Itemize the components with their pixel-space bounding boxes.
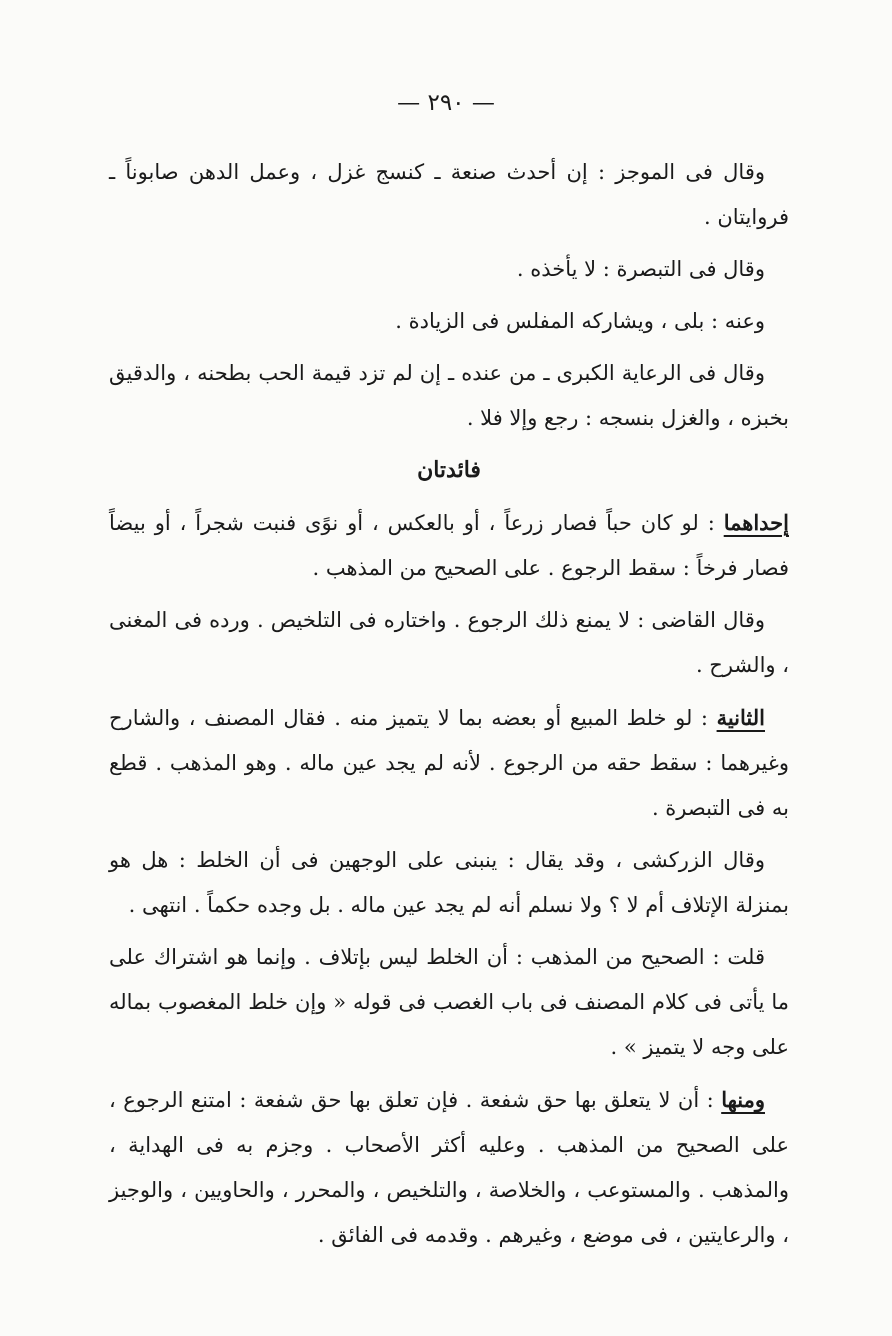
paragraph-text: وقال القاضى : لا يمنع ذلك الرجوع . واختاره فى التلخيص . ورده فى المغنى ، والشرح . [109, 608, 789, 677]
paragraph [109, 838, 789, 928]
paragraph-text: : أن لا يتعلق بها حق شفعة . فإن تعلق بها حق شفعة : امتنع الرجوع ، على الصحيح من المذهب . وعليه أكثر الأصحاب . وجزم به فى الهداية ، والمذهب . والمستوعب ، والخلاصة ، والتلخيص ، والمحرر ، والحاويين ، والوجيز ، والرعايتين ، فى موضع ، وغيرهم . وقدمه فى الفائق . [109, 1088, 789, 1247]
paragraph [109, 299, 789, 344]
paragraph-text: : لو كان حباً فصار زرعاً ، أو بالعكس ، أو نوًى فنبت شجراً ، أو بيضاً فصار فرخاً : سقط الرجوع . على الصحيح من المذهب . [109, 511, 789, 580]
paragraph-text: وقال فى الموجز : إن أحدث صنعة ـ كنسج غزل ، وعمل الدهن صابوناً ـ فروايتان . [109, 160, 789, 229]
paragraph-lead-word: الثانية [716, 705, 765, 730]
paragraph [109, 695, 789, 831]
paragraph [109, 351, 789, 441]
paragraph [109, 150, 789, 240]
paragraph-text: : لو خلط المبيع أو بعضه بما لا يتميز منه . فقال المصنف ، والشارح وغيرهما : سقط حقه من الرجوع . لأنه لم يجد عين ماله . وهو المذهب . قطع به فى التبصرة . [109, 706, 789, 820]
paragraph [109, 1077, 789, 1258]
paragraph-lead-word: إحداهما [723, 510, 789, 535]
paragraph [109, 500, 789, 591]
paragraph [109, 247, 789, 292]
paragraph-text: وقال فى التبصرة : لا يأخذه . [516, 257, 765, 281]
main-text [109, 150, 789, 1265]
paragraph-text: وقال الزركشى ، وقد يقال : ينبنى على الوجهين فى أن الخلط : هل هو بمنزلة الإتلاف أم لا ؟ ولا نسلم أنه لم يجد عين ماله . بل وجده حكماً . انتهى . [109, 848, 789, 917]
paragraph-text: وعنه : بلى ، ويشاركه المفلس فى الزيادة . [395, 309, 765, 333]
section-heading: فائدتان [417, 457, 481, 483]
paragraph-text: قلت : الصحيح من المذهب : أن الخلط ليس بإتلاف . وإنما هو اشتراك على ما يأتى فى كلام المصنف فى باب الغصب فى قوله « وإن خلط المغصوب بماله على وجه لا يتميز » . [109, 945, 789, 1059]
paragraph-text: وقال فى الرعاية الكبرى ـ من عنده ـ إن لم تزد قيمة الحب بطحنه ، والدقيق بخبزه ، والغزل بنسجه : رجع وإلا فلا . [109, 361, 789, 430]
paragraph-lead-word: ومنها [721, 1087, 765, 1112]
page-number: — ٢٩٠ — [397, 90, 495, 116]
paragraph [109, 598, 789, 688]
paragraph [109, 935, 789, 1070]
